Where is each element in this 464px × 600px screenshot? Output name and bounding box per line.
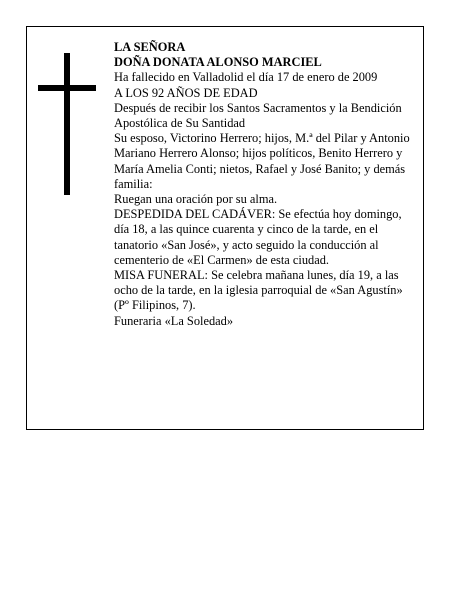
- obituary-notice: [26, 26, 424, 430]
- notice-title: LA SEÑORA: [114, 40, 186, 54]
- sacraments-statement: Después de recibir los Santos Sacramentos y la Bendición Apostólica de Su Santidad: [114, 100, 402, 131]
- cross-horizontal-bar: [38, 85, 96, 91]
- funeral-home: Funeraria «La Soledad»: [114, 313, 234, 328]
- prayer-request: Ruegan una oración por su alma.: [114, 192, 278, 207]
- cross-vertical-bar: [64, 53, 70, 195]
- death-statement: Ha fallecido en Valladolid el día 17 de enero de 2009: [114, 70, 378, 85]
- cross-icon: [38, 53, 96, 195]
- farewell-statement: DESPEDIDA DEL CADÁVER: Se efectúa hoy domingo, día 18, a las quince cuarenta y cinco de la tarde, en el tanatorio «San José», y acto seguido la conducción al cementerio de «El Carmen» de esta ciudad.: [114, 207, 402, 267]
- notice-text: [114, 40, 419, 329]
- funeral-mass-statement: MISA FUNERAL: Se celebra mañana lunes, día 19, a las ocho de la tarde, en la iglesia parroquial de «San Agustín» (Pº Filipinos, 7).: [114, 268, 403, 313]
- family-statement: Su esposo, Victorino Herrero; hijos, M.ª del Pilar y Antonio Mariano Herrero Alonso; hijos políticos, Benito Herrero y María Amelia Conti; nietos, Rafael y José Banito; y demás familia:: [114, 131, 410, 191]
- age-statement: A LOS 92 AÑOS DE EDAD: [114, 85, 258, 100]
- deceased-name: DOÑA DONATA ALONSO MARCIEL: [114, 55, 322, 70]
